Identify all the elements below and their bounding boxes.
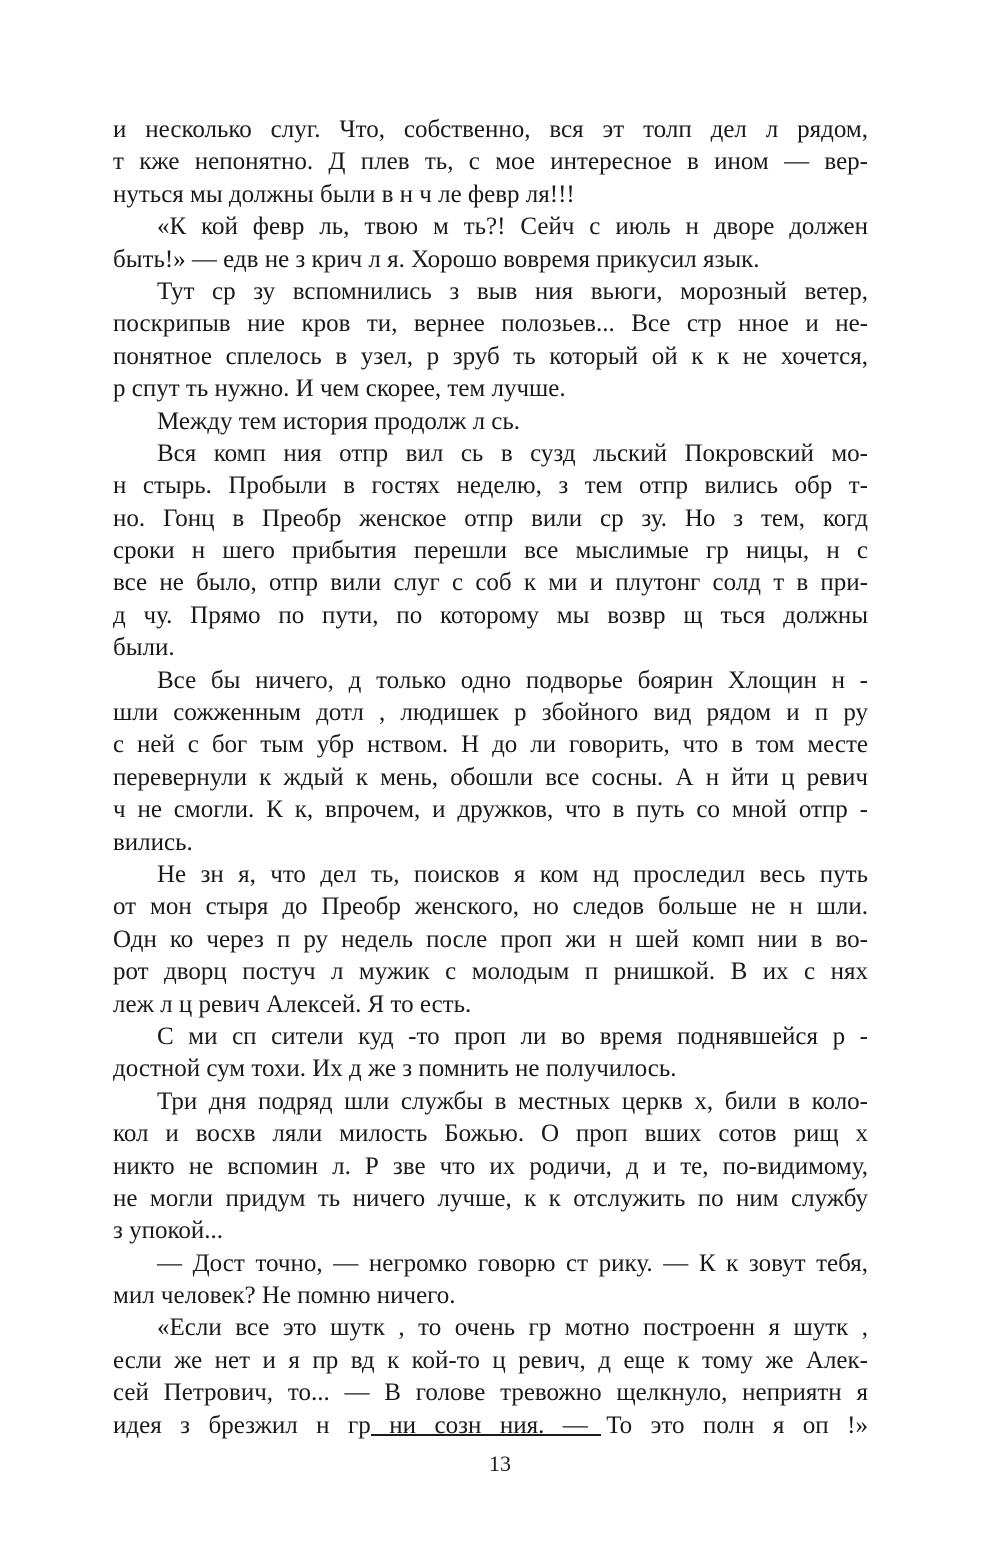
text-line: от мон стыря до Преобр женского, но следов больше не н шли.: [113, 893, 868, 921]
text-line: шли сожженным дотл , людишек р збойного вид рядом и п ру: [113, 699, 868, 727]
text-line: Не зн я, что дел ть, поисков я ком нд проследил весь путь: [157, 860, 868, 888]
text-line: рот дворц постуч л мужик с молодым п рнишкой. В их с нях: [113, 958, 868, 986]
footer-divider: [371, 1434, 601, 1436]
text-line: Тут ср зу вспомнились з выв ния вьюги, морозный ветер,: [157, 277, 868, 305]
page-number: 13: [489, 1451, 511, 1476]
text-line: понятное сплелось в узел, р зруб ть который ой к к не хочется,: [113, 342, 868, 370]
text-line: но. Гонц в Преобр женское отпр вили ср зу. Но з тем, когд: [113, 504, 868, 532]
text-line: были.: [113, 634, 175, 662]
text-line: поскрипыв ние кров ти, вернее полозьев... Все стр нное и не-: [113, 310, 868, 338]
text-line: нуться мы должны были в н ч ле февр ля!!!: [113, 180, 575, 208]
text-line: мил человек? Не помню ничего.: [113, 1282, 456, 1310]
text-line: Вся комп ния отпр вил сь в сузд льский Покровский мо-: [157, 439, 868, 467]
text-line: «Если все это шутк , то очень гр мотно построенн я шутк ,: [157, 1314, 868, 1342]
text-line: Все бы ничего, д только одно подворье боярин Хлощин н -: [157, 666, 868, 694]
text-line: если же нет и я пр вд к кой-то ц ревич, д еще к тому же Алек-: [113, 1346, 868, 1374]
text-line: н стырь. Пробыли в гостях неделю, з тем отпр вились обр т-: [113, 472, 868, 500]
text-line: леж л ц ревич Алексей. Я то есть.: [113, 990, 472, 1018]
text-line: быть!» — едв не з крич л я. Хорошо вовремя прикусил язык.: [113, 245, 760, 273]
text-line: сроки н шего прибытия перешли все мыслимые гр ницы, н с: [113, 537, 868, 565]
text-line: р спут ть нужно. И чем скорее, тем лучше.: [113, 375, 566, 403]
text-line: Одн ко через п ру недель после проп жи н шей комп нии в во-: [113, 925, 868, 953]
text-line: никто не вспомин л. Р зве что их родичи, д и те, по-видимому,: [113, 1152, 868, 1180]
text-line: не могли придум ть ничего лучше, к к отслужить по ним службу: [113, 1184, 868, 1212]
text-line: и несколько слуг. Что, собственно, вся эт толп дел л рядом,: [113, 116, 868, 143]
text-line: Между тем история продолж л сь.: [157, 407, 521, 435]
text-line: перевернули к ждый к мень, обошли все сосны. А н йти ц ревич: [113, 763, 868, 791]
page-text: [113, 114, 868, 1442]
text-line: с ней с бог тым убр нством. Н до ли говорить, что в том месте: [113, 731, 868, 759]
text-line: — Дост точно, — негромко говорю ст рику. — К к зовут тебя,: [157, 1249, 868, 1277]
text-line: идея з брезжил н гр ни созн ния. — То это полн я оп !»: [113, 1411, 868, 1439]
text-line: Три дня подряд шли службы в местных церкв х, били в коло-: [157, 1087, 868, 1115]
text-line: достной сум тохи. Их д же з помнить не получилось.: [113, 1055, 677, 1083]
text-line: «К кой февр ль, твою м ть?! Сейч с июль н дворе должен: [157, 213, 868, 241]
text-line: кол и восхв ляли милость Божью. О проп вших сотов рищ х: [113, 1120, 868, 1148]
text-line: т кже непонятно. Д плев ть, с мое интересное в ином — вер-: [113, 148, 868, 176]
text-line: сей Петрович, то... — В голове тревожно щелкнуло, неприятн я: [113, 1379, 868, 1407]
text-line: з упокой...: [113, 1217, 224, 1245]
text-line: д чу. Прямо по пути, по которому мы возвр щ ться должны: [113, 601, 868, 629]
text-line: ч не смогли. К к, впрочем, и дружков, что в путь со мной отпр -: [113, 796, 868, 824]
text-line: С ми сп сители куд -то проп ли во время поднявшейся р -: [157, 1022, 868, 1050]
text-line: все не было, отпр вили слуг с соб к ми и плутонг солд т в при-: [113, 569, 868, 597]
text-line: вились.: [113, 828, 193, 856]
